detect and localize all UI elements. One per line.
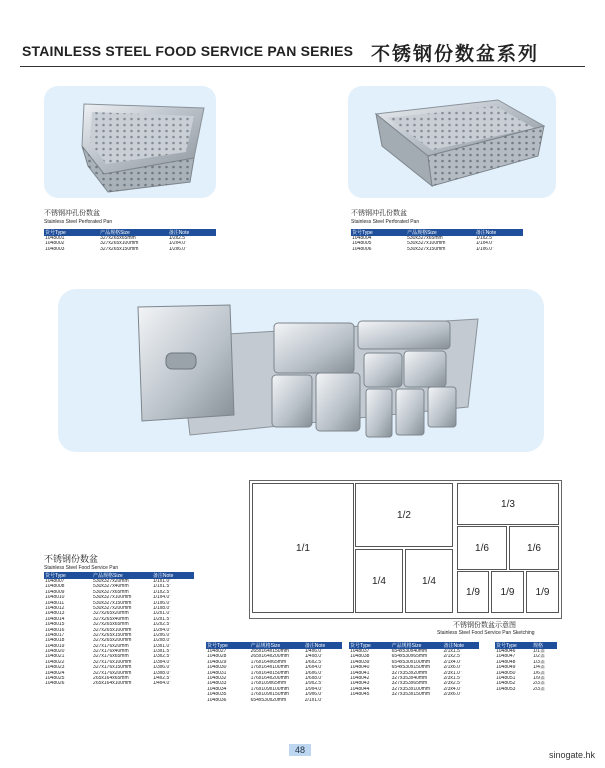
table-cell: 1048014 [45, 616, 65, 622]
table-cell: 1048029 [207, 659, 227, 665]
column-header: 产品规格Size [250, 643, 281, 649]
table-cell: 1048005 [352, 241, 372, 247]
table-cell: 654x530x65mm [391, 654, 428, 660]
product-caption-en: Stainless Steel Perforated Pan [44, 219, 113, 225]
table-cell: 2/3x2.5" [443, 681, 462, 687]
table-cell: 265x164x100mm [93, 681, 132, 687]
sketch-cell-1-1: 1/1 [252, 483, 354, 613]
table-cell: 1048001 [45, 236, 65, 241]
table-cell: 1048008 [45, 584, 65, 590]
table-cell: 1048022 [45, 659, 65, 665]
table-cell: 1048048 [496, 659, 516, 665]
table-cell: 327x265x100mm [93, 627, 132, 633]
table-cell: 2/3x1.0" [443, 670, 462, 676]
table-cell: 1048052 [496, 681, 516, 687]
table-row [351, 247, 523, 252]
table-cell: 327x353x65mm [391, 681, 428, 687]
table-cell: 327x353x100mm [391, 686, 430, 692]
column-header: 货号Type [207, 643, 228, 649]
table-cell: 1/3x1.0" [152, 643, 172, 649]
column-header: 产品规格Size [100, 230, 130, 236]
table-cell: 2/1x1.0" [304, 697, 323, 703]
table-cell: 1048034 [207, 686, 227, 692]
table-cell: 1048047 [496, 654, 516, 660]
sketch-cell-1-9: 1/9 [526, 571, 559, 613]
table-cell: 654x530x150mm [391, 665, 430, 671]
table-cell: 1048031 [207, 670, 227, 676]
table-cell: 327x265x100mm [100, 241, 139, 247]
table-cell: 1/3x1.5" [152, 649, 172, 655]
table-cell: 2/1x2.5" [443, 654, 462, 660]
table-cell: 530x327x150mm [407, 246, 446, 252]
table-cell: 2/3x6.0" [443, 692, 462, 698]
table-cell: 1/2x6.0" [168, 246, 187, 252]
table-cell: 1/1x4.0" [475, 241, 494, 247]
table-cell: 1/1x8.0" [152, 605, 172, 611]
table-cell: 1/3x6.0" [152, 665, 172, 671]
table-cell: 1048027 [207, 649, 227, 654]
table-cell: 1/6x6.0" [304, 670, 323, 676]
table-cell: 1048035 [207, 692, 227, 698]
table-cell: 530x327x40mm [93, 584, 129, 590]
table-cell: 176x164x65mm [250, 659, 287, 665]
column-header: 备注Note [168, 230, 190, 236]
table-cell: 327x176x40mm [93, 649, 129, 655]
table-cell: 1/1x2.5" [152, 589, 172, 595]
table-cell: 1048033 [207, 681, 227, 687]
table-cell: 1048053 [496, 686, 516, 692]
column-header: 备注Note [443, 643, 465, 649]
sketch-caption-cn: 不锈钢份数盆示意图 [453, 621, 516, 629]
table-header [44, 572, 194, 579]
table-row [495, 687, 557, 692]
table-cell: 176x164x100mm [250, 665, 289, 671]
column-header: 备注Note [304, 643, 326, 649]
table-cell: 1048045 [350, 692, 370, 698]
pan-set-image [58, 289, 544, 452]
table-cell: 1/3x4.0" [152, 659, 172, 665]
table-cell: 2/1x1.5" [443, 649, 462, 654]
header-rule [20, 66, 585, 67]
spec-table-perforated-half [44, 229, 216, 252]
table-row [349, 692, 479, 697]
table-cell: 1048013 [45, 611, 65, 617]
table-cell: 1/9x6.0" [304, 692, 323, 698]
table-cell: 1/2x1.0" [152, 611, 172, 617]
table-cell: 1/1x1.0" [152, 579, 172, 584]
table-cell: 1048007 [45, 579, 65, 584]
table-header [495, 642, 557, 649]
table-cell: 1048028 [207, 654, 227, 660]
table-cell: 1048037 [350, 649, 370, 654]
table-cell: 1048043 [350, 681, 370, 687]
spec-table-pans-3 [349, 642, 479, 698]
table-cell: 2/3x4.0" [443, 686, 462, 692]
table-cell: 1/9盖 [533, 675, 545, 681]
table-cell: 1/1x6.0" [152, 600, 172, 606]
table-cell: 1048026 [45, 681, 65, 687]
sketch-cell-1-6: 1/6 [509, 526, 559, 570]
table-cell: 1/2盖 [533, 654, 545, 660]
table-cell: 327x353x40mm [391, 675, 428, 681]
table-cell: 1/1x4.0" [152, 595, 172, 601]
table-cell: 1048011 [45, 600, 65, 606]
table-cell: 327x176x20mm [93, 643, 129, 649]
table-cell: 530x327x100mm [93, 595, 132, 601]
table-cell: 1048040 [350, 665, 370, 671]
table-cell: 327x176x100mm [93, 659, 132, 665]
table-cell: 1048021 [45, 654, 65, 660]
table-cell: 176x164x150mm [250, 670, 289, 676]
table-cell: 654x530x40mm [391, 649, 428, 654]
table-cell: 530x327x150mm [93, 600, 132, 606]
perforated-full-pan-photo [348, 86, 556, 198]
page-title-cn: 不锈钢份数盆系列 [371, 43, 540, 65]
spec-table-lids [495, 642, 557, 692]
table-cell: 1048025 [45, 676, 65, 682]
table-row [44, 681, 194, 686]
sketch-cell-1-6: 1/6 [457, 526, 507, 570]
page-title-en: STAINLESS STEEL FOOD SERVICE PAN SERIES [22, 43, 354, 59]
table-cell: 2/1x4.0" [443, 659, 462, 665]
table-cell: 530x327x65mm [407, 236, 443, 241]
table-cell: 1048038 [350, 654, 370, 660]
table-cell: 1/2x2.5" [168, 236, 187, 241]
table-cell: 327x353x20mm [391, 670, 428, 676]
perforated-half-pan-photo [44, 86, 216, 198]
table-header [351, 229, 523, 236]
table-cell: 1/4x4.0" [152, 681, 172, 687]
table-cell: 1048050 [496, 670, 516, 676]
table-cell: 1/2x4.0" [168, 241, 187, 247]
table-cell: 1048017 [45, 632, 65, 638]
table-cell: 265x164x150mm [250, 649, 289, 654]
sketch-cell-1-2: 1/2 [355, 483, 453, 547]
table-cell: 1/6x2.5" [304, 659, 323, 665]
food-pan-set-photo [58, 289, 544, 452]
table-cell: 265x164x65mm [93, 676, 129, 682]
table-cell: 1048012 [45, 605, 65, 611]
table-header [349, 642, 479, 649]
table-cell: 1/6x4.0" [304, 665, 323, 671]
table-cell: 327x176x200mm [93, 670, 132, 676]
table-cell: 530x327x100mm [407, 241, 446, 247]
column-header: 货号Type [496, 643, 517, 649]
table-cell: 1/1x2.5" [475, 236, 494, 241]
table-cell: 327x265x200mm [93, 638, 132, 644]
table-cell: 1048039 [350, 659, 370, 665]
column-header: 产品规格Size [407, 230, 437, 236]
table-cell: 654x530x20mm [250, 697, 287, 703]
table-cell: 1048044 [350, 686, 370, 692]
column-header: 备注Note [475, 230, 497, 236]
sketch-cell-1-9: 1/9 [491, 571, 524, 613]
table-cell: 1048049 [496, 665, 516, 671]
table-cell: 1/9x2.5" [304, 681, 323, 687]
product-caption-cn: 不锈钢冲孔份数盆 [44, 209, 100, 217]
table-cell: 1048024 [45, 670, 65, 676]
table-cell: 2/3x1.5" [443, 675, 462, 681]
table-cell: 1048019 [45, 643, 65, 649]
spec-table-pans-1 [44, 572, 194, 687]
table-cell: 327x176x150mm [93, 665, 132, 671]
column-header: 货号Type [352, 230, 373, 236]
table-cell: 2/3盖 [533, 686, 545, 692]
perforated-pan-image [348, 86, 556, 198]
spec-table-perforated-full [351, 229, 523, 252]
column-header: 货号Type [350, 643, 371, 649]
table-cell: 265x164x200mm [250, 654, 289, 660]
main-caption-cn: 不锈钢份数盆 [44, 555, 99, 565]
table-cell: 327x265x20mm [93, 611, 129, 617]
table-cell: 2/3盖 [533, 681, 545, 687]
table-cell: 1/4x2.5" [152, 676, 172, 682]
website-link[interactable]: sinogate.hk [548, 750, 595, 760]
column-header: 产品规格Size [391, 643, 422, 649]
table-cell: 1/2x8.0" [152, 638, 172, 644]
table-cell: 530x327x200mm [93, 605, 132, 611]
table-cell: 1048023 [45, 665, 65, 671]
table-cell: 1/4x8.0" [304, 654, 323, 660]
table-cell: 1/2x1.5" [152, 616, 172, 622]
table-cell: 1048018 [45, 638, 65, 644]
sketch-cell-1-9: 1/9 [457, 571, 489, 613]
table-cell: 1048009 [45, 589, 65, 595]
table-cell: 176x109x150mm [250, 692, 289, 698]
table-cell: 1/2x2.5" [152, 622, 172, 628]
sketch-cell-1-4: 1/4 [355, 549, 403, 613]
table-cell: 1048051 [496, 675, 516, 681]
table-cell: 176x164x200mm [250, 675, 289, 681]
table-cell: 530x327x20mm [93, 579, 129, 584]
table-cell: 327x265x150mm [100, 246, 139, 252]
table-cell: 1048002 [45, 241, 65, 247]
column-header: 规格 [533, 643, 544, 649]
column-header: 备注Note [152, 573, 174, 579]
table-cell: 1048041 [350, 670, 370, 676]
table-cell: 1/3x2.5" [152, 654, 172, 660]
table-cell: 530x327x65mm [93, 589, 129, 595]
spec-table-pans-2 [206, 642, 342, 703]
sketch-caption-en: Stainless Steel Food Service Pan Sketching [437, 630, 535, 636]
table-cell: 1048032 [207, 675, 227, 681]
table-cell: 327x265x65mm [100, 236, 136, 241]
table-row [44, 247, 216, 252]
table-cell: 1/9x4.0" [304, 686, 323, 692]
product-caption-en: Stainless Steel Perforated Pan [351, 219, 420, 225]
table-cell: 1048020 [45, 649, 65, 655]
perforated-pan-image [44, 86, 216, 198]
table-cell: 1/4盖 [533, 665, 545, 671]
table-cell: 327x265x150mm [93, 632, 132, 638]
table-cell: 1048004 [352, 236, 372, 241]
table-cell: 1048010 [45, 595, 65, 601]
table-cell: 327x353x150mm [391, 692, 430, 698]
table-header [206, 642, 342, 649]
column-header: 货号Type [45, 573, 66, 579]
table-cell: 1/1x1.5" [152, 584, 172, 590]
table-cell: 1048003 [45, 246, 65, 252]
table-cell: 1048046 [496, 649, 516, 654]
table-cell: 1/3x8.0" [152, 670, 172, 676]
table-cell: 327x176x65mm [93, 654, 129, 660]
table-cell: 1048015 [45, 622, 65, 628]
table-cell: 1/6x8.0" [304, 675, 323, 681]
table-cell: 176x109x100mm [250, 686, 289, 692]
main-caption-en: Stainless Steel Food Service Pan [44, 565, 119, 571]
table-cell: 1048016 [45, 627, 65, 633]
table-cell: 327x265x40mm [93, 616, 129, 622]
table-header [44, 229, 216, 236]
table-cell: 1/6盖 [533, 670, 545, 676]
table-cell: 1/1盖 [533, 649, 545, 654]
table-cell: 2/1x6.0" [443, 665, 462, 671]
table-cell: 176x109x65mm [250, 681, 287, 687]
table-cell: 1048036 [207, 697, 227, 703]
table-cell: 1048006 [352, 246, 372, 252]
table-cell: 1/3盖 [533, 659, 545, 665]
table-cell: 1/4x6.0" [304, 649, 323, 654]
column-header: 产品规格Size [93, 573, 123, 579]
table-cell: 1/2x6.0" [152, 632, 172, 638]
table-cell: 1048042 [350, 675, 370, 681]
table-cell: 1048030 [207, 665, 227, 671]
sketch-cell-1-4: 1/4 [405, 549, 453, 613]
column-header: 货号Type [45, 230, 66, 236]
page-number: 48 [289, 744, 311, 756]
table-cell: 654x530x100mm [391, 659, 430, 665]
product-caption-cn: 不锈钢冲孔份数盆 [351, 209, 407, 217]
table-cell: 1/1x6.0" [475, 246, 494, 252]
sketch-cell-1-3: 1/3 [457, 483, 559, 525]
table-cell: 327x265x65mm [93, 622, 129, 628]
table-cell: 1/2x4.0" [152, 627, 172, 633]
table-row [206, 698, 342, 703]
